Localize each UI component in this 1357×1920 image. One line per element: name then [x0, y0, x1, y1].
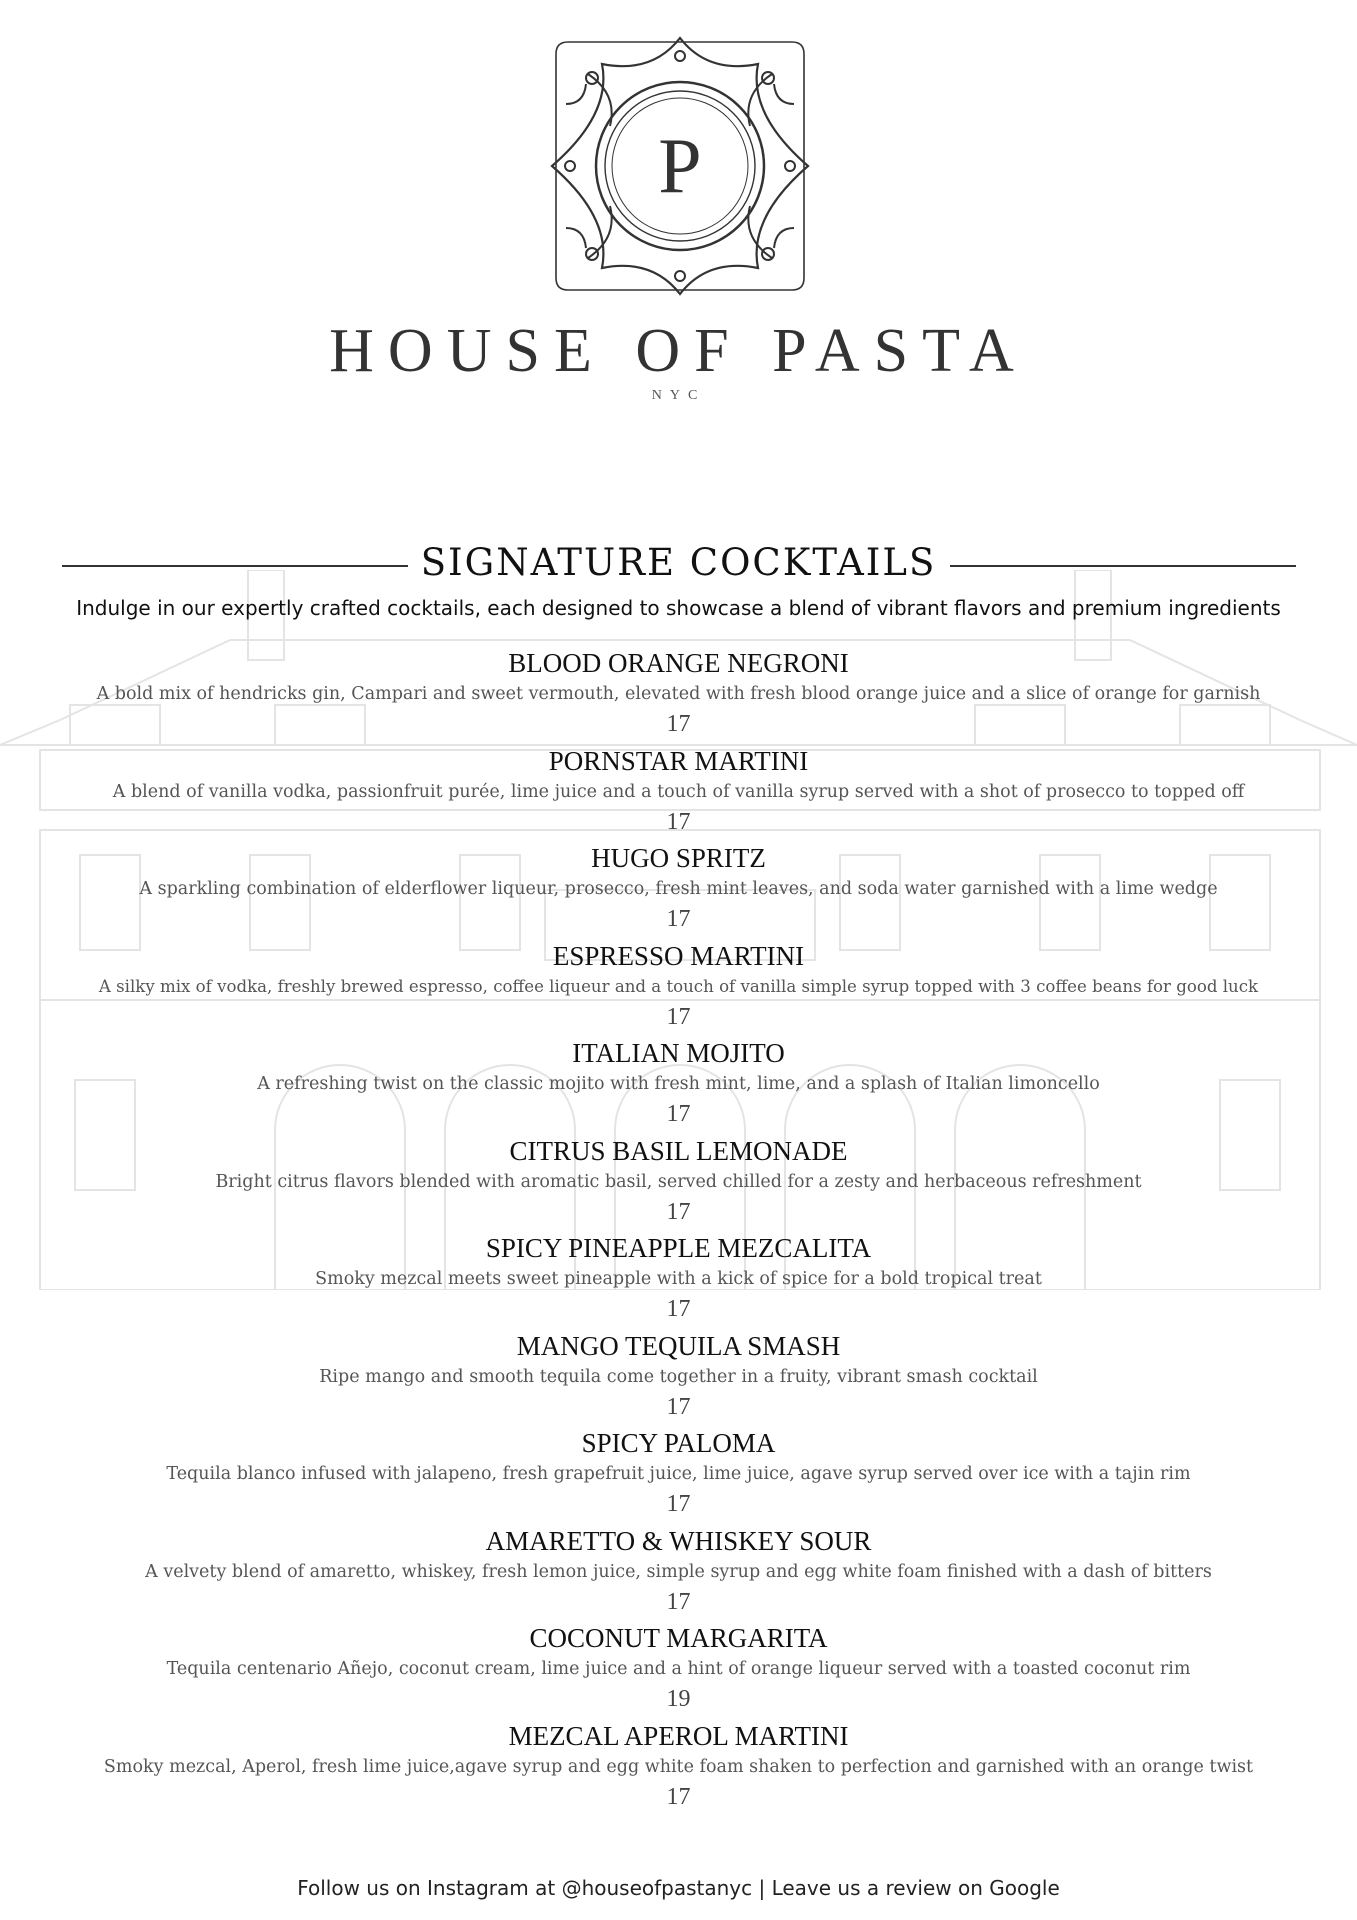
item-name: ITALIAN MOJITO	[572, 1038, 785, 1068]
item-name: MEZCAL APEROL MARTINI	[508, 1720, 849, 1751]
item-name: PORNSTAR MARTINI	[548, 745, 809, 776]
item-price: 17	[666, 1393, 691, 1420]
item-description: A sparkling combination of elderflower liqueur, prosecco, fresh mint leaves, and soda water garnished with a lime wedge	[139, 879, 1218, 899]
menu-item	[0, 1719, 1357, 1817]
menu-item	[0, 841, 1357, 939]
item-name: SPICY PINEAPPLE MEZCALITA	[485, 1233, 872, 1263]
menu-item	[0, 1134, 1357, 1232]
item-description: A bold mix of hendricks gin, Campari and sweet vermouth, elevated with fresh blood orange juice and a slice of orange for garnish	[96, 684, 1261, 704]
section-subtitle: Indulge in our expertly crafted cocktails, each designed to showcase a blend of vibrant flavors and premium ingredients	[76, 596, 1281, 620]
item-name: MANGO TEQUILA SMASH	[516, 1330, 841, 1361]
menu-item	[0, 1621, 1357, 1719]
footer-social-text: Follow us on Instagram at @houseofpastanyc | Leave us a review on Google	[297, 1876, 1060, 1900]
logo-emblem	[548, 34, 812, 298]
item-name: HUGO SPRITZ	[591, 843, 766, 873]
item-price: 17	[666, 808, 691, 835]
item-description: Bright citrus flavors blended with aromatic basil, served chilled for a zesty and herbaceous refreshment	[215, 1171, 1142, 1192]
menu-item	[0, 1524, 1357, 1622]
item-description: A refreshing twist on the classic mojito with fresh mint, lime, and a splash of Italian limoncello	[257, 1074, 1100, 1094]
item-price: 17	[666, 1003, 691, 1030]
menu-item	[0, 1036, 1357, 1134]
item-name: ESPRESSO MARTINI	[552, 940, 805, 971]
item-price: 17	[666, 1198, 691, 1225]
item-description: A silky mix of vodka, freshly brewed espresso, coffee liqueur and a touch of vanilla simple syrup topped with 3 coffee beans for good luck	[98, 976, 1259, 996]
item-name: BLOOD ORANGE NEGRONI	[508, 648, 849, 678]
item-price: 19	[666, 1686, 691, 1712]
item-description: Ripe mango and smooth tequila come together in a fruity, vibrant smash cocktail	[319, 1366, 1038, 1387]
item-name: SPICY PALOMA	[581, 1428, 776, 1458]
logo-letter: P	[658, 122, 702, 209]
menu-item	[0, 1426, 1357, 1524]
menu-item	[0, 646, 1357, 744]
item-name: CITRUS BASIL LEMONADE	[509, 1135, 848, 1166]
menu-item	[0, 1329, 1357, 1427]
item-price: 17	[666, 1783, 691, 1810]
item-description: A velvety blend of amaretto, whiskey, fresh lemon juice, simple syrup and egg white foam finished with a dash of bitters	[145, 1561, 1212, 1582]
item-name: COCONUT MARGARITA	[529, 1623, 828, 1653]
cocktail-list	[0, 646, 1357, 1816]
item-price: 17	[666, 1588, 691, 1615]
item-description: Tequila centenario Añejo, coconut cream, lime juice and a hint of orange liqueur served with a toasted coconut rim	[166, 1659, 1191, 1679]
item-price: 17	[666, 711, 691, 737]
item-price: 17	[666, 906, 691, 932]
item-price: 17	[666, 1101, 691, 1127]
item-description: Smoky mezcal, Aperol, fresh lime juice,agave syrup and egg white foam shaken to perfection and garnished with an orange twist	[103, 1756, 1254, 1777]
brand-name: HOUSE OF PASTA	[329, 317, 1028, 385]
item-price: 17	[666, 1491, 691, 1517]
menu-item	[0, 1231, 1357, 1329]
item-description: Smoky mezcal meets sweet pineapple with a kick of spice for a bold tropical treat	[315, 1269, 1042, 1289]
item-description: Tequila blanco infused with jalapeno, fresh grapefruit juice, lime juice, agave syrup served over ice with a tajin rim	[166, 1464, 1191, 1484]
item-description: A blend of vanilla vodka, passionfruit purée, lime juice and a touch of vanilla syrup served with a shot of prosecco to topped off	[112, 781, 1245, 802]
item-name: AMARETTO & WHISKEY SOUR	[485, 1525, 872, 1556]
section-title: SIGNATURE COCKTAILS	[420, 541, 937, 584]
brand-location: NYC	[651, 388, 706, 403]
menu-item	[0, 744, 1357, 842]
item-price: 17	[666, 1296, 691, 1322]
menu-item	[0, 939, 1357, 1037]
